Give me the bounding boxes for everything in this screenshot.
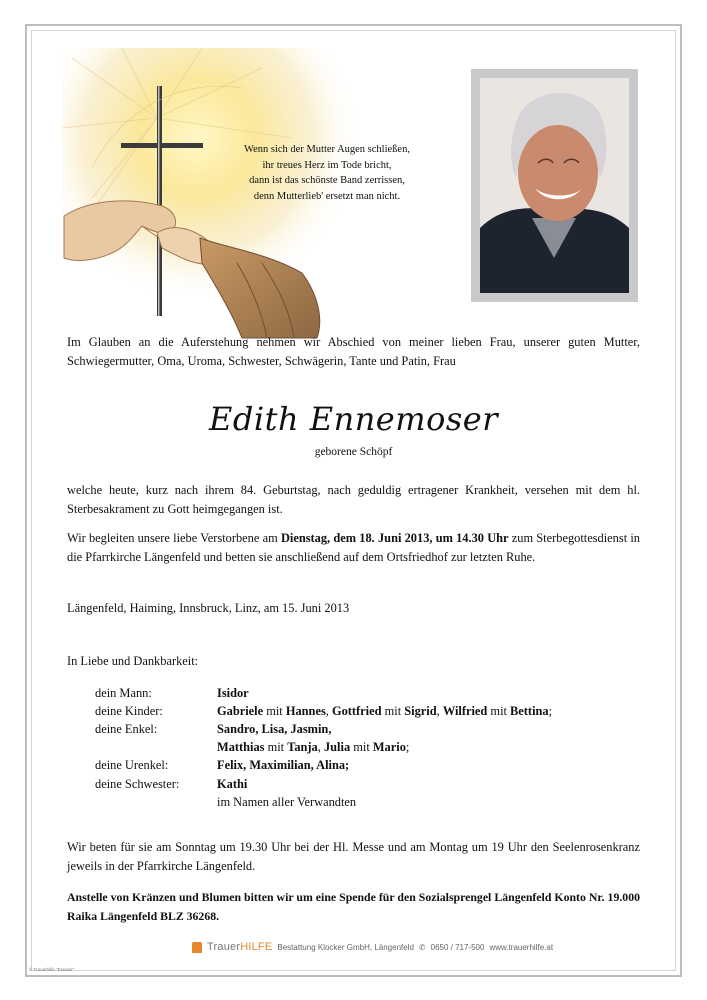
family-names: Felix, Maximilian, Alina; xyxy=(217,758,350,773)
family-names: Isidor xyxy=(217,685,249,700)
name-link: ; xyxy=(548,703,553,718)
family-list xyxy=(95,684,552,811)
name-link: ; xyxy=(405,740,410,755)
family-row-relatives xyxy=(95,793,552,811)
name-link: mit xyxy=(487,703,511,718)
poem-line: denn Mutterlieb' ersetzt man nicht. xyxy=(253,190,401,202)
family-label: deine Kinder: xyxy=(95,703,163,718)
candle-icon xyxy=(192,942,202,953)
death-paragraph: welche heute, kurz nach ihrem 84. Geburtstag, nach geduldig ertragener Krankheit, versehen mit dem hl. Sterbesakrament zu Gott heimgegangen ist. xyxy=(67,483,640,516)
prayer-paragraph: Wir beten für sie am Sonntag um 19.30 Uhr bei der Hl. Messe und am Montag um 19 Uhr den Seelenrosenkranz jeweils in der Pfarrkirche Längenfeld. xyxy=(67,840,640,873)
brand-logo: TrauerHILFE xyxy=(207,941,273,953)
child-name: Gottfried xyxy=(331,703,382,718)
grandchild-name: Julia xyxy=(323,740,351,755)
family-row-grandchildren xyxy=(95,720,552,738)
donation-paragraph: Anstelle von Kränzen und Blumen bitten wir um eine Spende für den Sozialsprengel Längenfeld Konto Nr. 19.000 Raika Längenfeld BLZ 36268. xyxy=(67,890,640,923)
family-row-great-grandchildren xyxy=(95,757,552,775)
grandchild-name: Tanja xyxy=(287,740,318,755)
poem xyxy=(218,142,436,204)
phone-icon: ✆ xyxy=(418,942,426,952)
child-name: Bettina xyxy=(510,703,549,718)
child-name: Wilfried xyxy=(442,703,488,718)
family-names xyxy=(217,704,552,719)
name-link: , xyxy=(317,740,324,755)
intro-paragraph: Im Glauben an die Auferstehung nehmen wir Abschied von meiner lieben Frau, unserer guten Mutter, Schwiegermutter, Oma, Uroma, Schwester, Schwägerin, Tante und Patin, Frau xyxy=(67,335,640,368)
family-names: im Namen aller Verwandten xyxy=(217,794,357,809)
company-name: Bestattung Klocker GmbH, Längenfeld xyxy=(277,942,414,952)
copyright-credit: © Trauerhilfe "Klocker" xyxy=(29,967,75,972)
family-names xyxy=(217,740,409,755)
family-label: deine Enkel: xyxy=(95,721,158,736)
grandchild-name: Matthias xyxy=(217,740,265,755)
company-phone: 0650 / 717-500 xyxy=(430,942,485,952)
family-row-grandchildren-2 xyxy=(95,739,552,757)
family-label: dein Mann: xyxy=(95,685,152,700)
family-row-husband xyxy=(95,684,552,702)
gratitude-line: In Liebe und Dankbarkeit: xyxy=(67,654,199,668)
name-link: mit xyxy=(350,740,373,755)
portrait-photo xyxy=(480,78,629,293)
footer xyxy=(192,941,553,953)
family-row-sister xyxy=(95,775,552,793)
name-link: mit xyxy=(263,703,286,718)
child-name: Hannes xyxy=(285,703,326,718)
name-link: , xyxy=(436,703,443,718)
grandchild-name: Mario xyxy=(372,740,406,755)
child-name: Sigrid xyxy=(404,703,437,718)
child-name: Gabriele xyxy=(217,703,264,718)
funeral-text-after: zum Sterbegottesdienst in die Pfarrkirche Längenfeld und betten sie anschließend auf dem Ortsfriedhof zur letzten Ruhe. xyxy=(67,531,640,564)
portrait-frame xyxy=(471,69,638,302)
poem-line: dann ist das schönste Band zerrissen, xyxy=(249,175,405,186)
funeral-paragraph xyxy=(67,529,640,566)
family-label: deine Urenkel: xyxy=(95,758,169,773)
family-names: Sandro, Lisa, Jasmin, xyxy=(217,721,332,736)
family-row-children xyxy=(95,702,552,720)
family-label: deine Schwester: xyxy=(95,776,180,791)
poem-line: ihr treues Herz im Tode bricht, xyxy=(262,159,392,171)
family-names: Kathi xyxy=(217,776,248,791)
name-link: mit xyxy=(264,740,288,755)
poem-line: Wenn sich der Mutter Augen schließen, xyxy=(244,144,410,155)
funeral-date: Dienstag, dem 18. Juni 2013, um 14.30 Uhr xyxy=(280,531,509,545)
name-link: mit xyxy=(381,703,405,718)
company-website[interactable]: www.trauerhilfe.at xyxy=(489,942,554,952)
name-link: , xyxy=(325,703,332,718)
maiden-name: geborene Schöpf xyxy=(314,446,393,458)
deceased-name: Edith Ennemoser xyxy=(209,400,498,438)
place-date: Längenfeld, Haiming, Innsbruck, Linz, am 15. Juni 2013 xyxy=(67,601,350,615)
funeral-text-before: Wir begleiten unsere liebe Verstorbene am xyxy=(67,531,281,545)
